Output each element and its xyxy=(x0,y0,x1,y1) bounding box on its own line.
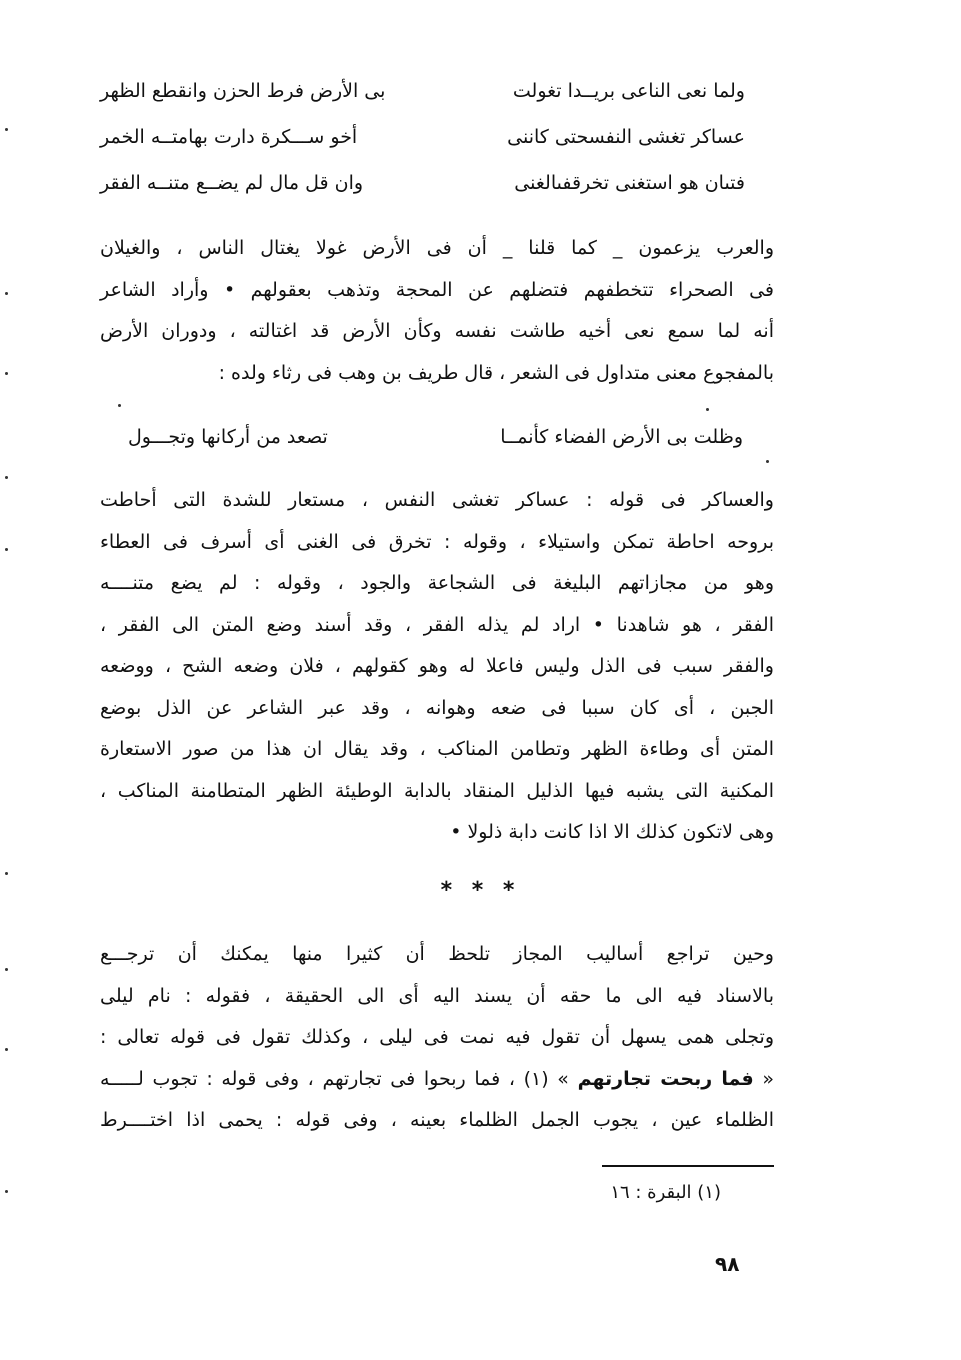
paragraph-line: وهو من مجازاتهم البليغة فى الشجاعة والجود ، وقوله : لم يضع متنــــه xyxy=(100,572,774,594)
paragraph-line: بروحه احاطة تمكن واستيلاء ، وقوله : تخرق فى الغنى أى أسرف فى العطاء xyxy=(100,530,774,553)
paragraph-line: فى الصحراء تتخطفهم فتضلهم عن المحجة وتذهب بعقولهم • وأراد الشاعر xyxy=(100,278,774,301)
verse-line xyxy=(100,114,745,160)
paragraph-line: الفقر ، هو شاهدنا • اراد لم يذله الفقر ، وقد أسند وضع المتن الى الفقر ، xyxy=(100,613,774,636)
scan-speck xyxy=(5,548,8,551)
scan-speck xyxy=(118,404,121,407)
scan-speck xyxy=(5,372,8,375)
paragraph-line: والعساكر فى قوله : عساكر تغشى النفس ، مستعار للشدة التى أحاطت xyxy=(100,489,774,511)
verse-first-hemistich: وظلت بى الأرض الفضاء كأنمــا xyxy=(500,426,743,448)
paragraph-line: الجبن ، أى كان سببا فى ضعه وهوانه ، وقد عبر الشاعر عن الذل بوضع xyxy=(100,696,774,719)
scan-speck xyxy=(5,128,8,131)
verse-second-hemistich: بى الأرض فرط الحزن وانقطع الظهر xyxy=(100,80,386,102)
paragraph-line: الظلماء عين ، يجوب الجمل الظلماء بعينه ، وفى قوله : يحمى اذا اختــــرط xyxy=(100,1109,774,1131)
verse-second-hemistich: تصعد من أركانها وتجـــول xyxy=(128,426,328,448)
paragraph-line: المكنية التى يشبه فيها الذليل المنقاد بالدابة الوطيئة الظهر المتطامنة المناكب ، xyxy=(100,779,774,802)
section-separator: * * * xyxy=(440,878,521,903)
scan-speck xyxy=(5,292,8,295)
paragraph-line: والفقر سبب فى الذل وليس فاعلا له وهو كقولهم ، فلان وضعه الشح ، ووضعه xyxy=(100,655,774,677)
poem-verses xyxy=(128,414,743,460)
page-number: ٩٨ xyxy=(715,1252,740,1276)
paragraph-line: وتجلى همى يسهل أن تقول فيه نمت فى ليلى ، وكذلك تقول فى قوله تعالى : xyxy=(100,1026,774,1048)
paragraph xyxy=(100,228,774,394)
paragraph xyxy=(100,480,774,854)
verse-first-hemistich: ولما نعى الناعى بريــدا تغولت xyxy=(512,80,745,102)
footnote: (١) البقرة : ١٦ xyxy=(610,1182,721,1203)
paragraph-line: والعرب يزعمون _ كما قلنا _ أن فى الأرض غولا يغتال الناس ، والغيلان xyxy=(100,237,774,259)
poem-verses xyxy=(100,68,745,206)
paragraph-line xyxy=(100,1059,774,1101)
verse-first-hemistich: فتىان هو استغنى تخرقفىالغنى xyxy=(514,172,745,194)
scan-speck xyxy=(5,872,8,875)
paragraph-line: بالاسناد فيه الى ما حقه أن يسند اليه أى الى الحقيقة ، فقوله : نام ليلى xyxy=(100,984,774,1007)
paragraph-line: بالمفجوع معنى متداول فى الشعر ، قال طريف بن وهب فى رثاء ولده : xyxy=(218,361,774,384)
verse-line xyxy=(100,68,745,114)
paragraph xyxy=(100,934,774,1142)
scan-speck xyxy=(5,1048,8,1051)
paragraph-line: أنه لما سمع نعى أخيه طاشت نفسه وكأن الأرض قد اغتالته ، ودوران الأرض xyxy=(100,320,774,342)
paragraph-line: وهى لاتكون كذلك الا اذا كانت دابة ذلولا • xyxy=(450,821,774,843)
scan-speck xyxy=(5,1190,8,1193)
footnote-divider xyxy=(602,1165,774,1167)
scan-speck xyxy=(5,968,8,971)
verse-second-hemistich: وان قل مال لم يضــع متنــه الفقر xyxy=(100,172,364,194)
paragraph-line: المتن أى وطاءة الظهر وتطامن المناكب ، وقد يقال ان هذا من صور الاستعارة xyxy=(100,738,774,760)
verse-line xyxy=(128,414,743,460)
scan-speck xyxy=(706,408,709,411)
quote-line-rest: » (١) ، فما ربحوا فى تجارتهم ، وفى قوله : تجوب لـــــه xyxy=(100,1067,569,1090)
verse-second-hemistich: أخو ســـكرة دارت بهامتــه الخمر xyxy=(100,126,358,148)
verse-first-hemistich: عساكر تغشى النفسحتى كاننى xyxy=(507,126,745,148)
quran-quote: فما ربحت تجارتهم xyxy=(577,1067,754,1090)
scan-speck xyxy=(5,476,8,479)
verse-line xyxy=(100,160,745,206)
scan-speck xyxy=(766,460,769,463)
paragraph-line: وحين تراجع أساليب المجاز تلحظ أن كثيرا منها يمكنك أن ترجـــع xyxy=(100,943,774,965)
quote-open-mark: « xyxy=(762,1067,774,1090)
